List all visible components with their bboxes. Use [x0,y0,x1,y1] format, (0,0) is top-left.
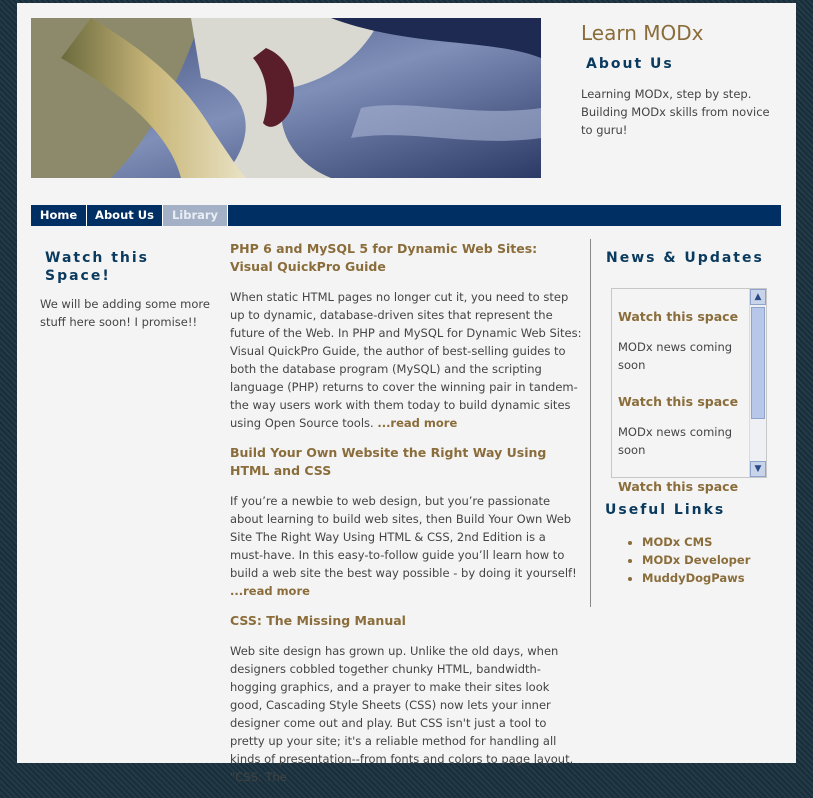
watch-space-text: We will be adding some more stuff here soon! I promise!! [40,297,210,329]
article-title[interactable]: CSS: The Missing Manual [230,613,406,628]
article-title[interactable]: Build Your Own Website the Right Way Using HTML and CSS [230,445,547,478]
nav-home[interactable]: Home [31,205,87,226]
page-container [17,3,796,784]
useful-links-list [626,533,750,587]
main-navigation [31,205,781,226]
column-divider [590,239,591,607]
article-title[interactable]: PHP 6 and MySQL 5 for Dynamic Web Sites: Visual QuickPro Guide [230,241,538,274]
read-more-link[interactable]: ...read more [377,416,458,430]
article-body [230,642,582,786]
news-item-text: MODx news coming soon [618,340,733,372]
news-item-text: MODx news coming soon [618,425,733,457]
article [230,240,582,432]
useful-links-heading: Useful Links [605,502,726,518]
news-heading: News & Updates [606,250,764,266]
article-body [230,288,582,432]
article [230,612,582,786]
scroll-up-icon[interactable]: ▲ [750,289,766,305]
news-item-title: Watch this space [618,309,739,324]
site-title: Learn MODx [581,21,704,45]
news-item-title: Watch this space [618,394,739,409]
link-modx-developer[interactable]: • MODx Developer [642,551,750,569]
link-muddydogpaws[interactable]: • MuddyDogPaws [642,569,750,587]
news-scroll-box[interactable] [611,288,767,494]
news-item-title: Watch this space [618,479,739,494]
main-content [230,240,582,798]
news-list [618,289,746,496]
article-body [230,492,582,600]
link-modx-cms[interactable]: • MODx CMS [642,533,750,551]
header-banner-image [31,18,541,178]
scroll-down-icon[interactable]: ▼ [750,461,766,477]
article-text: If you’re a newbie to web design, but you’re passionate about learning to build web sites, then Build Your Own Web Site The Right Way Using HTML & CSS, 2nd Edition is a must-have. In this easy-to-follow guide you’ll learn how to build a web site the best way possible - by doing it yourself! [230,494,577,580]
article-text: When static HTML pages no longer cut it, you need to step up to dynamic, database-driven sites that represent the future of the Web. In PHP and MySQL for Dynamic Web Sites: Visual QuickPro Guide, the author of best-selling guides to both the database program (MySQL) and the scripting language (PHP) returns to cover the winning pair in tandem-the way users work with them today to build dynamic sites using Open Source tools. [230,290,582,430]
article [230,444,582,600]
news-scrollbar[interactable] [749,289,766,477]
about-us-text: Learning MODx, step by step. Building MODx skills from novice to guru! [581,87,770,137]
scroll-thumb[interactable] [751,307,765,419]
nav-library[interactable]: Library [163,205,228,226]
article-text: Web site design has grown up. Unlike the old days, when designers cobbled together chunky HTML, bandwidth-hogging graphics, and a prayer to make their sites look good, Cascading Style Sheets (CSS) now lets your inner designer come out and play. But CSS isn't just a tool to pretty up your site; it's a reliable method for handling all kinds of presentation--from fonts and colors to page layout. "CSS: The [230,644,574,784]
nav-about-us[interactable]: About Us [87,205,163,226]
read-more-link[interactable]: ...read more [230,584,310,598]
about-us-heading: About Us [586,56,674,72]
watch-space-heading: Watch this Space! [45,250,150,284]
